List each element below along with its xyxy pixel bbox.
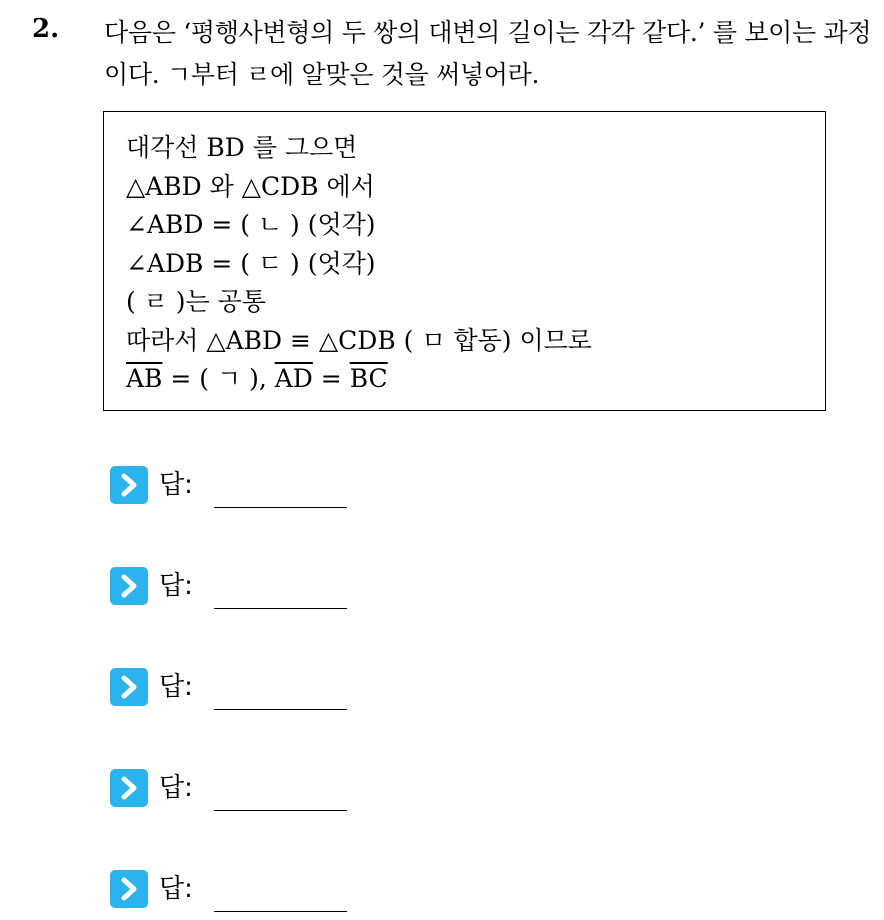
answer-row-1 (110, 466, 370, 516)
answer-row-5 (110, 870, 370, 920)
chevron-right-icon (110, 870, 148, 908)
answer-blank[interactable] (214, 709, 347, 710)
proof-line-1: 대각선 BD 를 그으면 (126, 133, 358, 162)
answer-blank[interactable] (214, 507, 347, 508)
answer-blank[interactable] (214, 911, 347, 912)
proof-line-6: 따라서 △ABD ≡ △CDB ( ㅁ 합동) 이므로 (126, 325, 592, 355)
proof-line-3: ∠ABD = ( ㄴ ) (엇각) (126, 210, 376, 239)
segment-ad: $\overline{AD}$ (274, 364, 313, 393)
segment-ab: $\overline{AB}$ (126, 364, 163, 393)
chevron-right-icon (110, 567, 148, 605)
proof-lines (126, 129, 592, 399)
question-number: 2. (32, 14, 60, 44)
proof-line-7-eq: = (312, 364, 350, 393)
answer-label: 답: (159, 773, 193, 803)
proof-box (103, 111, 826, 411)
segment-bc: $\overline{BC}$ (349, 364, 388, 393)
proof-line-4: ∠ADB = ( ㄷ ) (엇각) (126, 248, 376, 278)
proof-line-2: △ABD 와 △CDB 에서 (126, 171, 375, 201)
answer-row-3 (110, 668, 370, 718)
chevron-right-icon (110, 668, 148, 706)
proof-line-7-mid: = ( ㄱ ), (162, 364, 275, 393)
answer-label: 답: (159, 470, 193, 500)
proof-line-5: ( ㄹ )는 공통 (126, 287, 266, 316)
answer-row-4 (110, 769, 370, 819)
answer-row-2 (110, 567, 370, 617)
proof-line-7 (126, 360, 592, 399)
answer-blank[interactable] (214, 810, 347, 811)
answer-blank[interactable] (214, 608, 347, 609)
answer-label: 답: (159, 874, 193, 904)
answer-label: 답: (159, 672, 193, 702)
chevron-right-icon (110, 466, 148, 504)
question-text: 다음은 ‘평행사변형의 두 쌍의 대변의 길이는 각각 같다.’ 를 보이는 과정이다. ㄱ부터 ㄹ에 알맞은 것을 써넣어라. (104, 18, 872, 89)
chevron-right-icon (110, 769, 148, 807)
answer-label: 답: (159, 571, 193, 601)
